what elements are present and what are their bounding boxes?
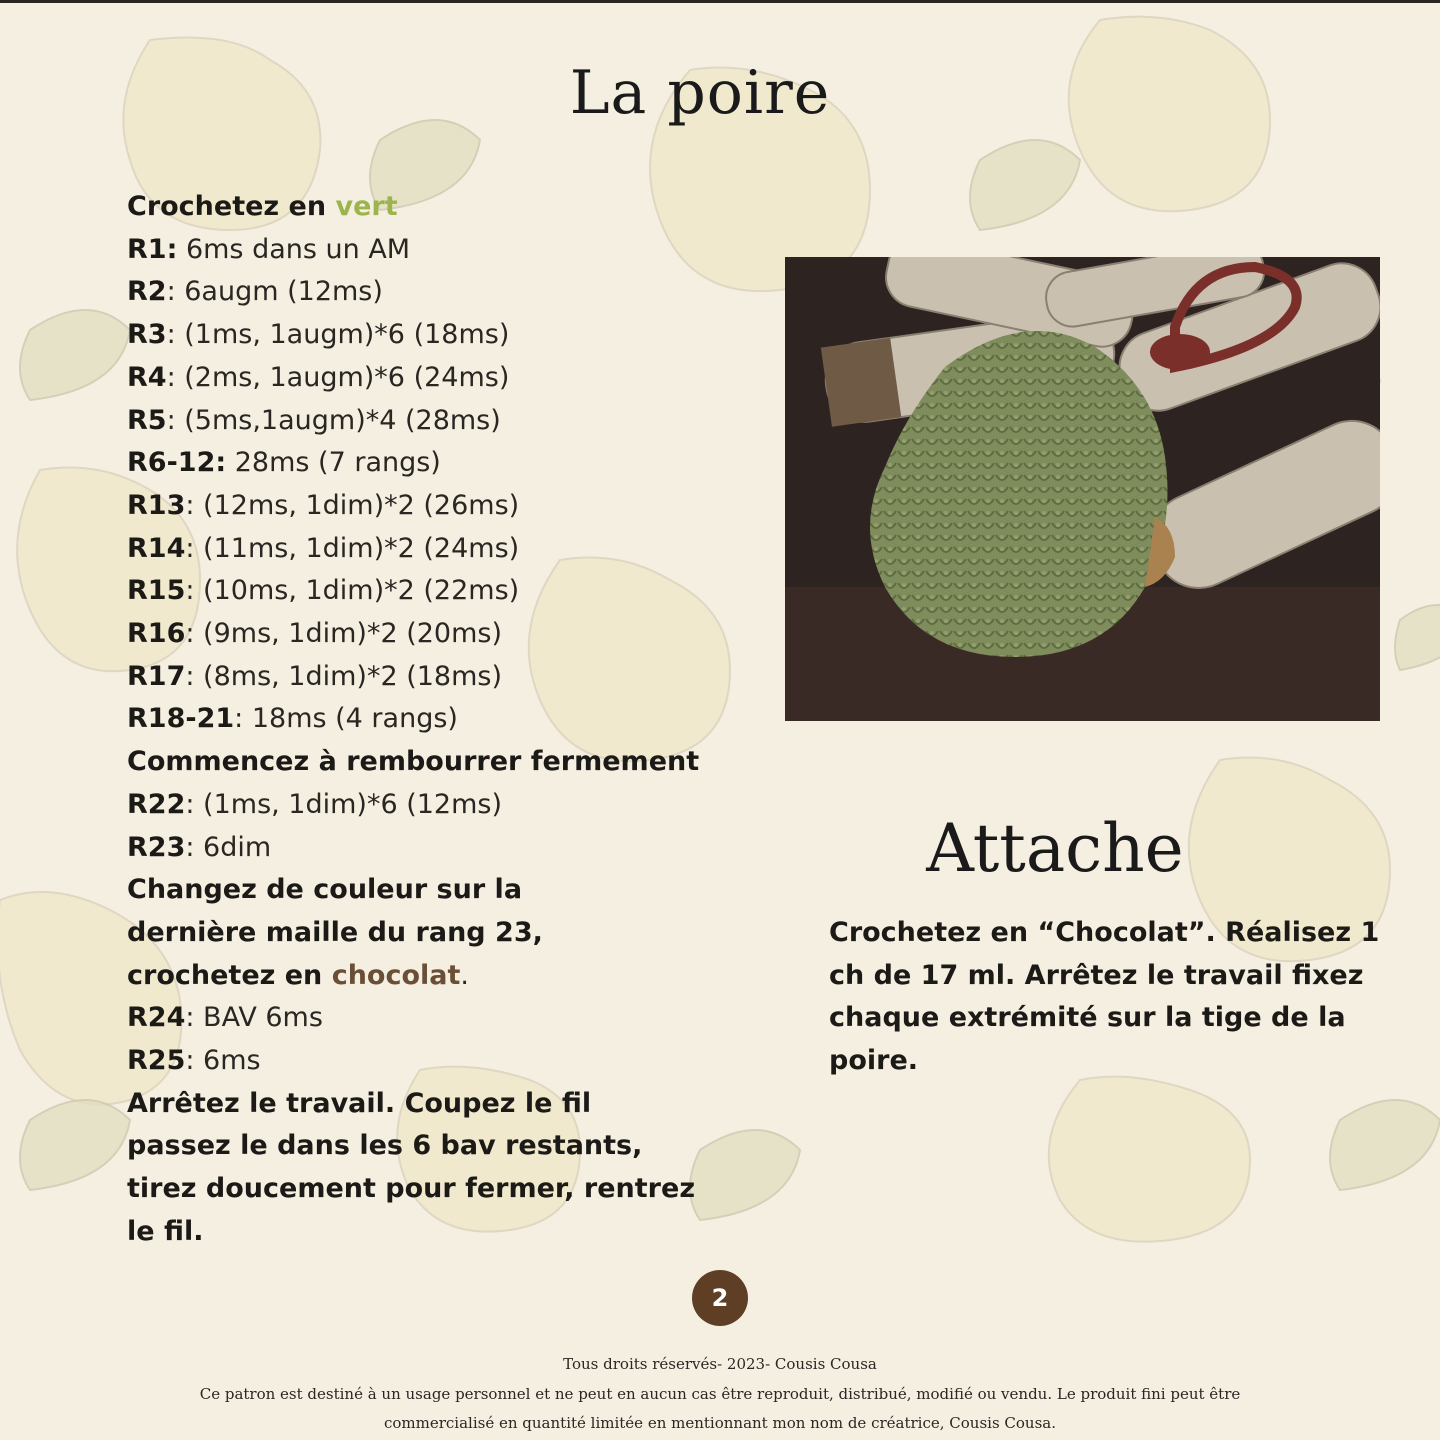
intro-prefix: Crochetez en	[127, 191, 336, 222]
row-line	[127, 570, 727, 613]
row-text: : (8ms, 1dim)*2 (18ms)	[185, 660, 503, 692]
row-line	[127, 827, 727, 870]
pattern-instructions	[127, 186, 727, 1254]
row-line	[127, 229, 727, 272]
row-text: : 6augm (12ms)	[166, 276, 383, 308]
row-label: R23	[127, 831, 186, 863]
row-text: : (5ms,1augm)*4 (28ms)	[166, 404, 501, 436]
row-text: : (1ms, 1augm)*6 (18ms)	[166, 319, 510, 351]
row-text: : 6ms	[185, 1045, 261, 1077]
row-text: : (10ms, 1dim)*2 (22ms)	[185, 575, 520, 607]
row-label: R2	[127, 276, 167, 308]
row-line	[127, 528, 727, 571]
page-title: La poire	[569, 58, 831, 128]
license-notice: Ce patron est destiné à un usage personnel et ne peut en aucun cas être reproduit, distribué, modifié ou vendu. Le produit fini peut être commercialisé en quantité limitée en mentionnant mon nom de créatrice, Cousis Cousa.	[199, 1384, 1241, 1432]
crochet-pear-photo	[785, 257, 1380, 721]
row-text: : BAV 6ms	[185, 1002, 323, 1034]
row-label: R6-12:	[127, 447, 227, 479]
color-word-chocolat: chocolat	[331, 959, 461, 991]
row-text: : (12ms, 1dim)*2 (26ms)	[185, 489, 520, 521]
row-label: R18-21	[127, 703, 235, 735]
stuffing-note: Commencez à rembourrer fermement	[127, 746, 700, 778]
row-label: R14	[127, 532, 186, 564]
row-line	[127, 613, 727, 656]
row-label: R13	[127, 489, 186, 521]
row-label: R4	[127, 361, 167, 393]
pear-photo-illustration	[785, 257, 1380, 721]
row-text: : 18ms (4 rangs)	[234, 703, 458, 735]
row-line	[127, 400, 727, 443]
row-text: : (1ms, 1dim)*6 (12ms)	[185, 788, 503, 820]
page-number-badge: 2	[692, 1270, 748, 1326]
row-line	[127, 314, 727, 357]
row-line	[127, 442, 727, 485]
row-label: R24	[127, 1002, 186, 1034]
row-label: R25	[127, 1045, 186, 1077]
row-text: 28ms (7 rangs)	[226, 447, 441, 479]
footer	[160, 1350, 1280, 1439]
row-line	[127, 271, 727, 314]
row-text: : (9ms, 1dim)*2 (20ms)	[185, 618, 503, 650]
color-change-end: .	[460, 959, 469, 991]
row-line	[127, 485, 727, 528]
color-change-note	[127, 869, 647, 997]
intro-line	[127, 186, 727, 229]
row-text: : (2ms, 1augm)*6 (24ms)	[166, 361, 510, 393]
finish-note: Arrêtez le travail. Coupez le fil passez le dans les 6 bav restants, tirez doucement pour fermer, rentrez le fil.	[127, 1087, 696, 1247]
row-line	[127, 784, 727, 827]
row-label: R3	[127, 319, 167, 351]
row-text: 6ms dans un AM	[177, 233, 411, 265]
row-label: R5	[127, 404, 167, 436]
row-line	[127, 997, 727, 1040]
row-label: R16	[127, 618, 186, 650]
row-text: : (11ms, 1dim)*2 (24ms)	[185, 532, 520, 564]
row-label: R22	[127, 788, 186, 820]
row-line	[127, 656, 727, 699]
copyright-line: Tous droits réservés- 2023- Cousis Cousa	[563, 1355, 877, 1373]
row-label: R17	[127, 660, 186, 692]
row-line	[127, 357, 727, 400]
row-line	[127, 698, 727, 741]
row-text: : 6dim	[185, 831, 272, 863]
attache-instructions: Crochetez en “Chocolat”. Réalisez 1 ch de 17 ml. Arrêtez le travail fixez chaque extrémité sur la tige de la poire.	[829, 917, 1380, 1077]
color-word-vert: vert	[335, 191, 398, 222]
color-change-text: Changez de couleur sur la dernière maille du rang 23, crochetez en	[127, 874, 543, 991]
attache-title: Attache	[926, 810, 1184, 887]
row-line	[127, 1040, 727, 1083]
row-label: R15	[127, 575, 186, 607]
row-label: R1:	[127, 233, 178, 265]
